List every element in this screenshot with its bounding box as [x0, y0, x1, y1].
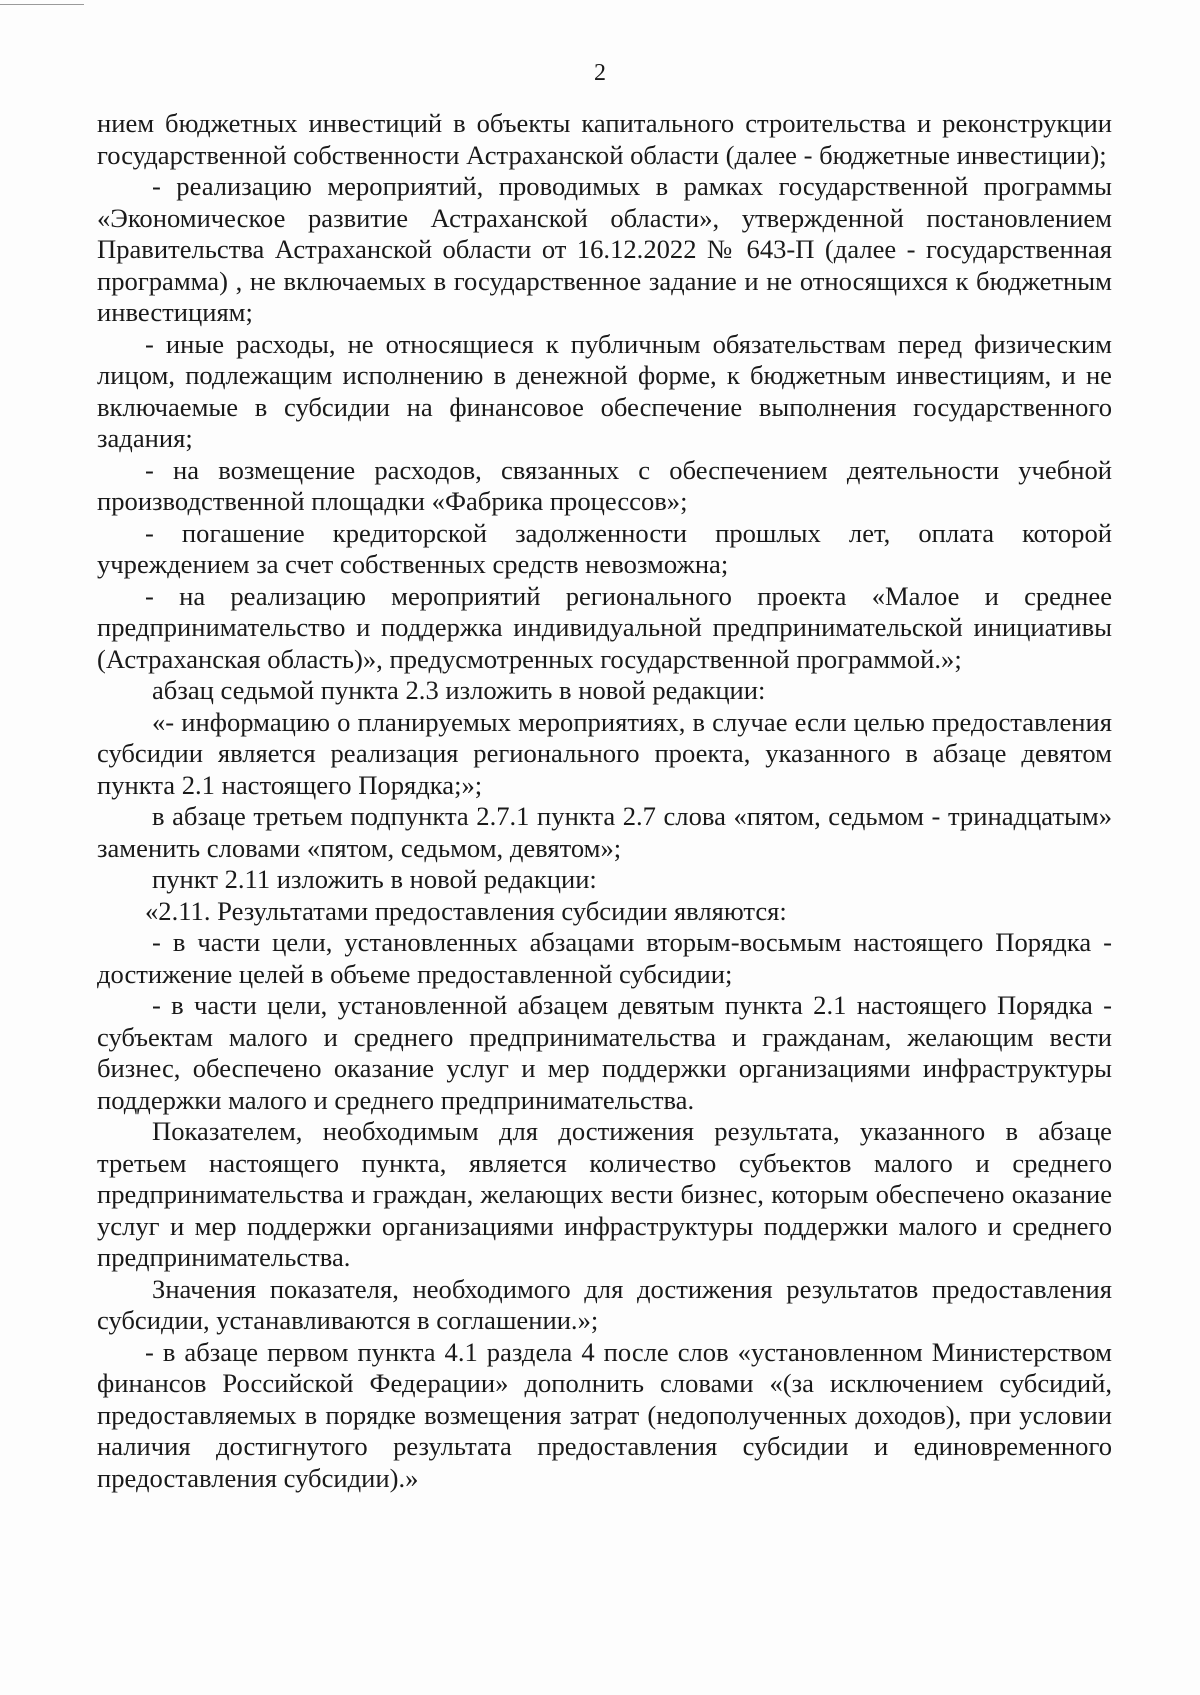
paragraph-planned-events-info: «- информацию о планируемых мероприятиях, в случае если целью предоставления субсидии является реализация регионального проекта, указанного в абзаце девятом пункта 2.1 настоящего Порядка;»; [97, 706, 1112, 800]
paragraph-amend-2-3: абзац седьмой пункта 2.3 изложить в новой редакции: [152, 675, 766, 705]
paragraph-process-factory: - на возмещение расходов, связанных с обеспечением деятельности учебной производственной площадки «Фабрика процессов»; [97, 454, 1112, 516]
paragraph-state-program-events: - реализацию мероприятий, проводимых в рамках государственной программы «Экономическое развитие Астраханской области», утвержденной постановлением Правительства Астраханской области от 16.12.2022 № 643-П (далее - государственная программа) , не включаемых в государственное задание и не относящихся к бюджетным инвестициям; [97, 171, 1112, 327]
paragraph-amend-2-11: пункт 2.11 изложить в новой редакции: [152, 864, 597, 894]
paragraph-indicator-values: Значения показателя, необходимого для достижения результатов предоставления субсидии, устанавливаются в соглашении.»; [97, 1273, 1112, 1335]
paragraph-regional-project: - на реализацию мероприятий регионального проекта «Малое и среднее предпринимательство и поддержка индивидуальной предпринимательской инициативы (Астраханская область)», предусмотренных государственной программой.»; [97, 580, 1112, 674]
paragraph-result-goals-2-8: - в части цели, установленных абзацами вторым-восьмым настоящего Порядка - достижение целей в объеме предоставленной субсидии; [97, 927, 1112, 989]
scan-edge-mark [0, 4, 84, 5]
paragraph-result-goal-9: - в части цели, установленной абзацем девятым пункта 2.1 настоящего Порядка - субъектам малого и среднего предпринимательства и гражданам, желающим вести бизнес, обеспечено оказание услуг и мер поддержки организациями инфраструктуры поддержки малого и среднего предпринимательства. [97, 990, 1112, 1115]
paragraph-other-expenses: - иные расходы, не относящиеся к публичным обязательствам перед физическим лицом, подлежащим исполнению в денежной форме, к бюджетным инвестициям, и не включаемые в субсидии на финансовое обеспечение выполнения государственного задания; [97, 328, 1112, 453]
paragraph-budget-investments: нием бюджетных инвестиций в объекты капитального строительства и реконструкции государственной собственности Астраханской области (далее - бюджетные инвестиции); [97, 108, 1112, 170]
paragraph-indicator: Показателем, необходимым для достижения результата, указанного в абзаце третьем настоящего пункта, является количество субъектов малого и среднего предпринимательства и граждан, желающих вести бизнес, которым обеспечено оказание услуг и мер поддержки организациями инфраструктуры поддержки малого и среднего предпринимательства. [97, 1116, 1112, 1272]
paragraph-accounts-payable: - погашение кредиторской задолженности прошлых лет, оплата которой учреждением за счет собственных средств невозможна; [97, 517, 1112, 579]
paragraph-amend-2-7-1: в абзаце третьем подпункта 2.7.1 пункта 2.7 слова «пятом, седьмом - тринадцатым» заменить словами «пятом, седьмом, девятом»; [97, 801, 1112, 863]
paragraph-amend-4-1: - в абзаце первом пункта 4.1 раздела 4 после слов «установленном Министерством финансов Российской Федерации» дополнить словами «(за исключением субсидий, предоставляемых в порядке возмещения затрат (недополученных доходов), при условии наличия достигнутого результата предоставления субсидии и единовременного предоставления субсидии).» [97, 1336, 1112, 1493]
page-number: 2 [594, 60, 606, 86]
document-body [97, 108, 1112, 1494]
paragraph-results-heading: «2.11. Результатами предоставления субсидии являются: [145, 895, 787, 926]
